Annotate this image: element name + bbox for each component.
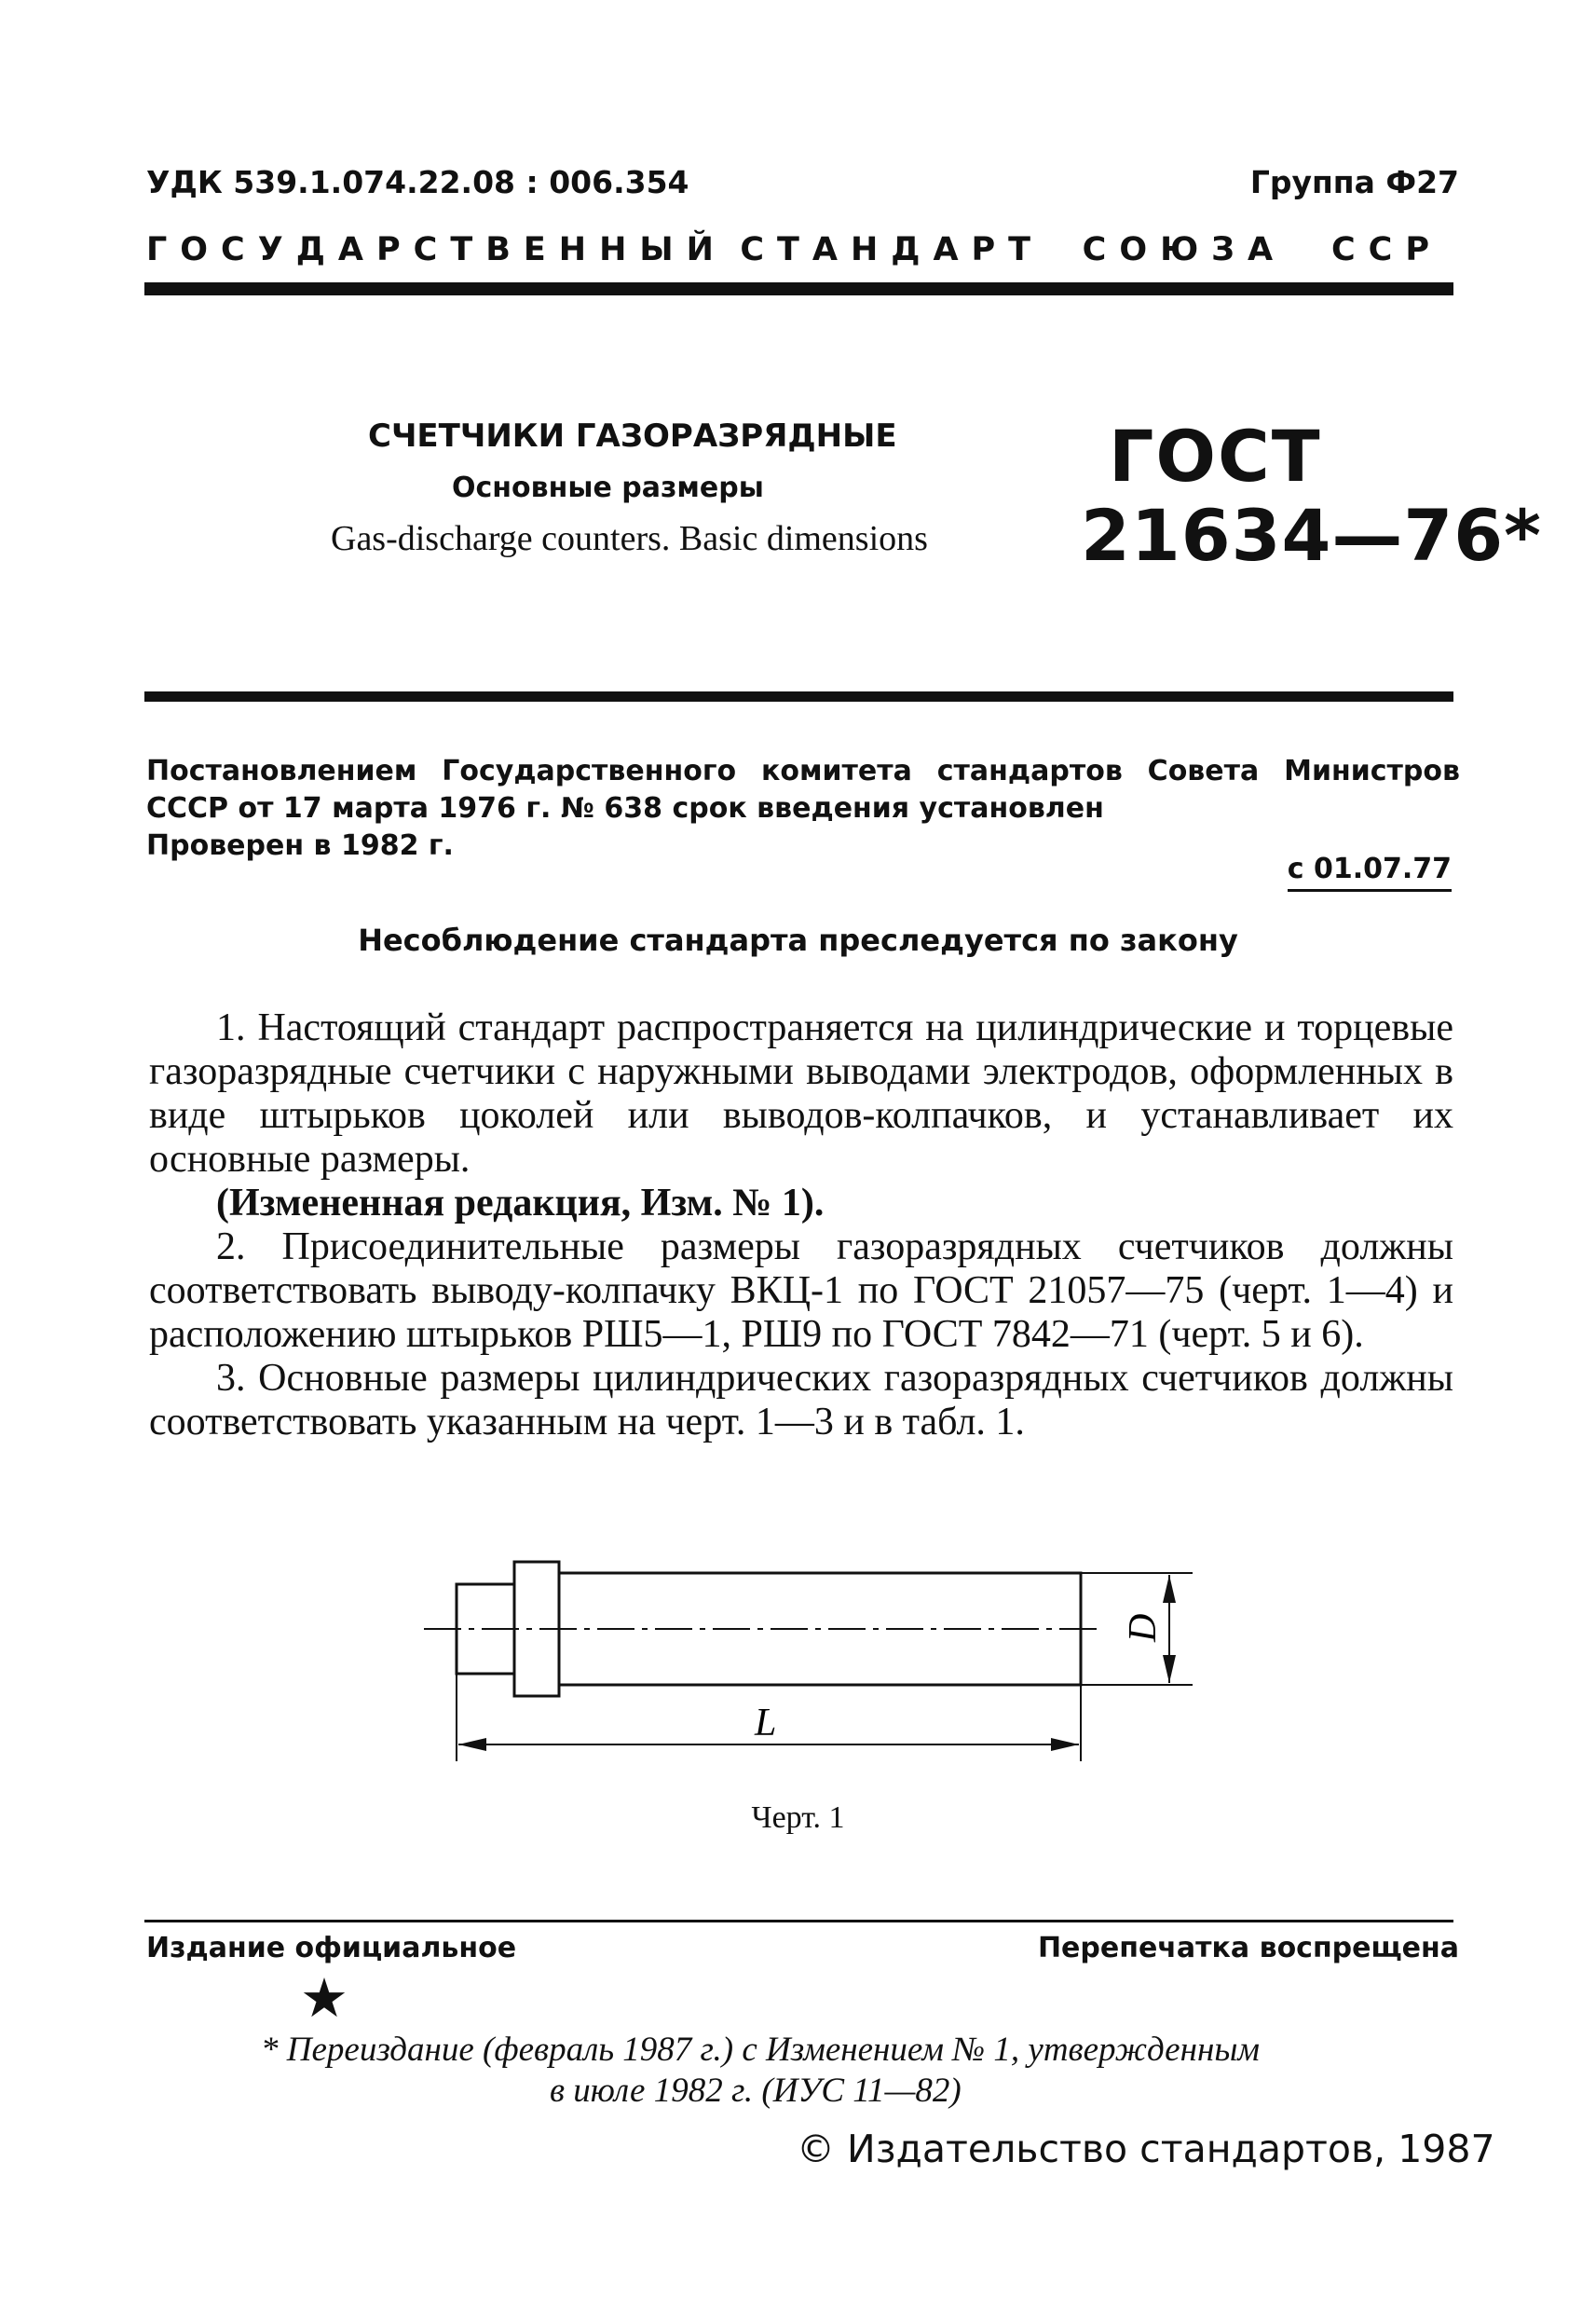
header-rule (144, 282, 1453, 295)
decree-word: Государственного (442, 755, 737, 787)
reprint-ban-label: Перепечатка воспрещена (1037, 1932, 1459, 1964)
publisher-copyright: © Издательство стандартов, 1987 (797, 2127, 1495, 2171)
arrow-bottom (1163, 1655, 1176, 1683)
group-code: Группа Ф27 (1249, 164, 1459, 200)
title-rule (144, 691, 1453, 702)
decree-line-1 (146, 753, 1460, 790)
dimension-label-length: L (755, 1702, 777, 1744)
edition-label: Издание официальное (146, 1932, 517, 1964)
decree-word: комитета (760, 755, 912, 787)
paragraph-3: 3. Основные размеры цилиндрических газоразрядных счетчиков должны соответствовать указанным на черт. 1—3 и в табл. 1. (149, 1357, 1453, 1443)
decree-line-2: СССР от 17 марта 1976 г. № 638 срок введения установлен (146, 792, 1104, 825)
reissue-note-line-2: в июле 1982 г. (ИУС 11—82) (550, 2072, 962, 2110)
heading-word-2: СТАНДАРТ (740, 231, 1044, 268)
decree-word: Совета (1147, 755, 1260, 787)
decree-line-3: Проверен в 1982 г. (146, 829, 454, 862)
reissue-note-line-1: * Переиздание (февраль 1987 г.) с Изменением № 1, утвержденным (261, 2031, 1260, 2069)
gost-label: ГОСТ (1109, 415, 1322, 498)
paragraph-amendment: (Измененная редакция, Изм. № 1). (216, 1182, 825, 1224)
figure-caption: Черт. 1 (751, 1800, 845, 1835)
decree-word: стандартов (936, 755, 1123, 787)
heading-word-3: СОЮЗА (1082, 231, 1287, 268)
state-standard-heading (146, 231, 1462, 268)
decree-block (146, 753, 1460, 865)
gost-number: 21634—76* (1081, 494, 1542, 577)
arrow-right (1051, 1738, 1079, 1751)
arrow-top (1163, 1575, 1176, 1603)
heading-word-4: ССР (1330, 231, 1443, 268)
paragraph-2: 2. Присоединительные размеры газоразрядных счетчиков должны соответствовать выводу-колпачку ВКЦ-1 по ГОСТ 21057—75 (черт. 1—4) и расположению штырьков РШ5—1, РШ9 по ГОСТ 7842—71 (черт. 5 и 6). (149, 1225, 1453, 1356)
title-ru: СЧЕТЧИКИ ГАЗОРАЗРЯДНЫЕ (368, 417, 897, 455)
decree-word: Постановлением (146, 755, 417, 787)
subtitle-ru: Основные размеры (452, 472, 764, 504)
effective-date-text: с 01.07.77 (1288, 853, 1452, 892)
paragraph-1: 1. Настоящий стандарт распространяется на цилиндрические и торцевые газоразрядные счетчики с наружными выводами электродов, оформленных в виде штырьков цоколей или выводов-колпачков, и устанавливает их основные размеры. (149, 1006, 1453, 1181)
star-icon: ★ (300, 1966, 348, 2030)
body-text (149, 1006, 1453, 1444)
heading-word-1: ГОСУДАРСТВЕННЫЙ (146, 231, 727, 268)
dimension-label-diameter: D (1122, 1613, 1165, 1642)
arrow-left (458, 1738, 486, 1751)
decree-word: Министров (1284, 755, 1460, 787)
footer-rule (144, 1920, 1453, 1922)
udk-code: УДК 539.1.074.22.08 : 006.354 (146, 164, 689, 200)
counter-drawing (419, 1528, 1202, 1780)
effective-date (1288, 853, 1452, 885)
title-en: Gas-discharge counters. Basic dimensions (331, 519, 928, 558)
law-notice: Несоблюдение стандарта преследуется по закону (358, 923, 1238, 958)
